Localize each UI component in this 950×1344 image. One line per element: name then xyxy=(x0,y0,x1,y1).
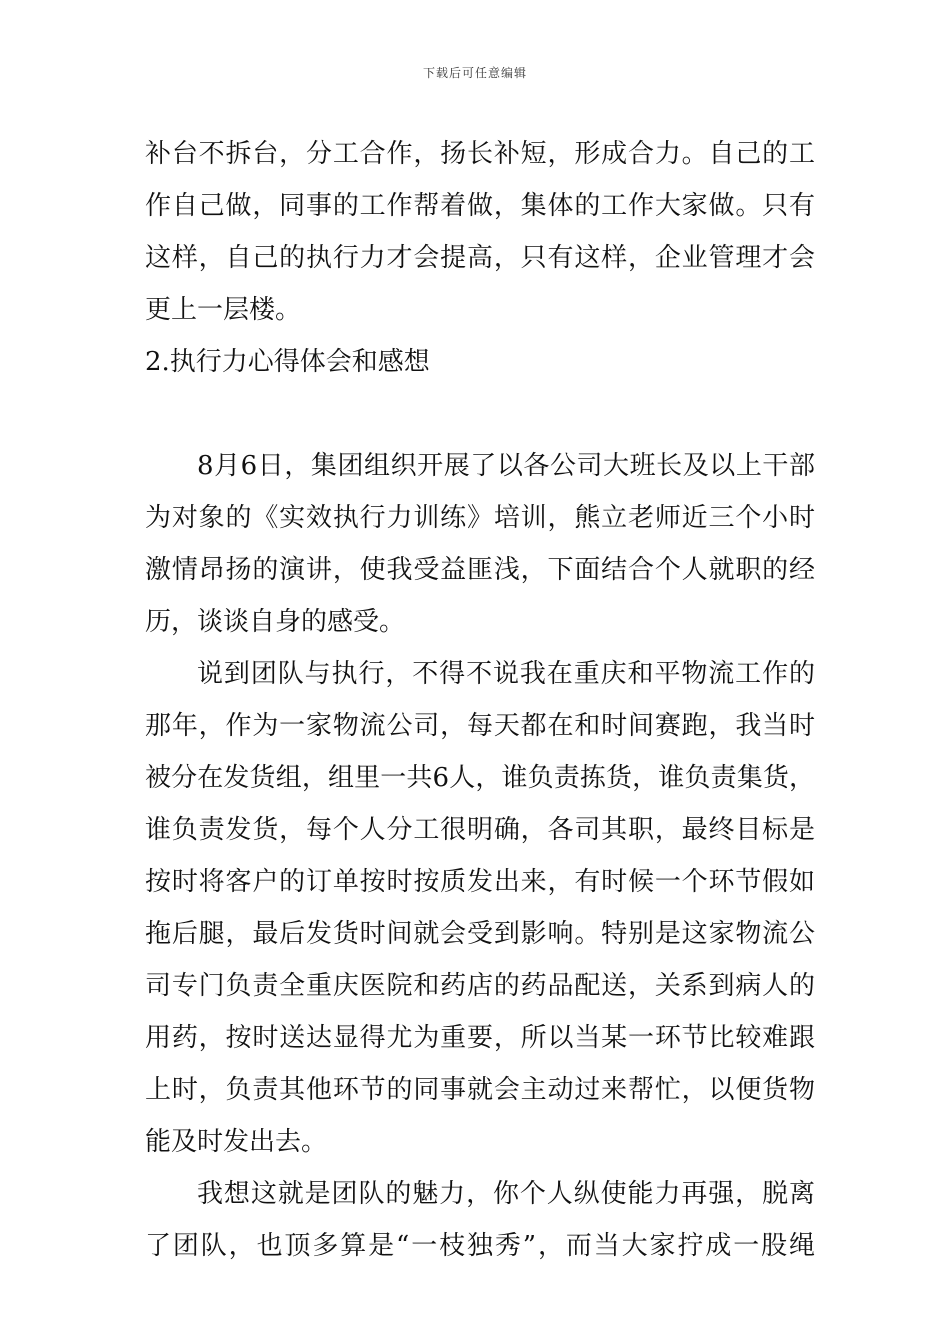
paragraph-line: 能及时发出去。 xyxy=(145,1127,328,1157)
document-body xyxy=(145,128,815,1272)
paragraph-line: 谁负责发货，每个人分工很明确，各司其职，最终目标是 xyxy=(145,815,815,845)
paragraph-line: 被分在发货组，组里一共6人，谁负责拣货，谁负责集货， xyxy=(145,763,815,793)
paragraph-line: 我想这就是团队的魅力，你个人纵使能力再强，脱离 xyxy=(197,1179,815,1209)
paragraph-line: 了团队，也顶多算是“一枝独秀”，而当大家拧成一股绳 xyxy=(145,1231,815,1261)
paragraph-line: 拖后腿，最后发货时间就会受到影响。特别是这家物流公 xyxy=(145,919,815,949)
paragraph-line: 那年，作为一家物流公司，每天都在和时间赛跑，我当时 xyxy=(145,711,815,741)
blank-line xyxy=(145,388,815,440)
paragraph-line: 说到团队与执行，不得不说我在重庆和平物流工作的 xyxy=(197,659,815,689)
paragraph-line: 历，谈谈自身的感受。 xyxy=(145,607,406,637)
paragraph-line: 上时，负责其他环节的同事就会主动过来帮忙，以便货物 xyxy=(145,1075,815,1105)
paragraph-line: 作自己做，同事的工作帮着做，集体的工作大家做。只有 xyxy=(145,191,815,221)
paragraph-line: 按时将客户的订单按时按质发出来，有时候一个环节假如 xyxy=(145,867,815,897)
paragraph-line: 更上一层楼。 xyxy=(145,295,302,325)
paragraph-line: 激情昂扬的演讲，使我受益匪浅，下面结合个人就职的经 xyxy=(145,555,815,585)
paragraph-line: 司专门负责全重庆医院和药店的药品配送，关系到病人的 xyxy=(145,971,815,1001)
paragraph-line: 补台不拆台，分工合作，扬长补短，形成合力。自己的工 xyxy=(145,139,815,169)
section-heading: 2.执行力心得体会和感想 xyxy=(145,347,430,377)
page-header-note: 下载后可任意编辑 xyxy=(422,66,527,80)
paragraph-line: 为对象的《实效执行力训练》培训，熊立老师近三个小时 xyxy=(145,503,815,533)
paragraph-line: 这样，自己的执行力才会提高，只有这样，企业管理才会 xyxy=(145,243,815,273)
paragraph-line: 8月6日，集团组织开展了以各公司大班长及以上干部 xyxy=(197,451,815,481)
paragraph-line: 用药，按时送达显得尤为重要，所以当某一环节比较难跟 xyxy=(145,1023,815,1053)
